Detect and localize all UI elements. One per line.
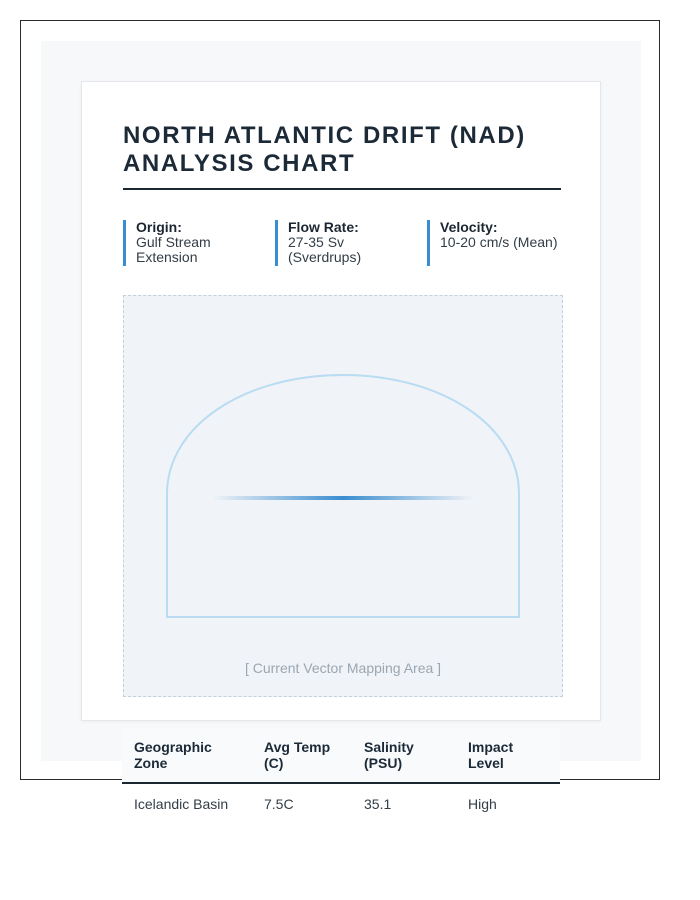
zone-table-container	[122, 728, 560, 812]
column-header: Salinity (PSU)	[352, 728, 456, 783]
info-velocity-label: Velocity:	[440, 219, 498, 235]
info-origin-value: Gulf Stream Extension	[136, 234, 211, 265]
map-graphic	[124, 296, 562, 696]
drift-current-vector	[213, 496, 473, 500]
info-flow-rate	[275, 220, 411, 266]
info-origin-label: Origin:	[136, 219, 182, 235]
current-vector-map	[123, 295, 563, 697]
info-flow-rate-label: Flow Rate:	[288, 219, 359, 235]
zone-table	[122, 728, 560, 812]
table-cell: High	[468, 796, 497, 812]
column-header: Geographic Zone	[122, 728, 252, 783]
info-velocity-value: 10-20 cm/s (Mean)	[440, 234, 558, 250]
column-header: Avg Temp (C)	[252, 728, 352, 783]
info-flow-rate-value: 27-35 Sv (Sverdrups)	[288, 234, 362, 265]
title-divider	[123, 188, 561, 190]
title-line-1: NORTH ATLANTIC DRIFT (NAD)	[123, 122, 526, 149]
title-line-2: ANALYSIS CHART	[123, 150, 356, 177]
info-velocity	[427, 220, 563, 266]
document-card	[81, 81, 601, 721]
table-cell: 7.5C	[264, 796, 294, 812]
map-caption: [ Current Vector Mapping Area ]	[244, 660, 442, 676]
table-cell: Icelandic Basin	[134, 796, 229, 812]
column-header: Impact Level	[456, 728, 560, 783]
table-cell: 35.1	[364, 796, 392, 812]
info-origin	[123, 220, 259, 266]
table-row	[122, 783, 560, 812]
page-title	[123, 122, 563, 178]
table-header-row	[122, 728, 560, 783]
